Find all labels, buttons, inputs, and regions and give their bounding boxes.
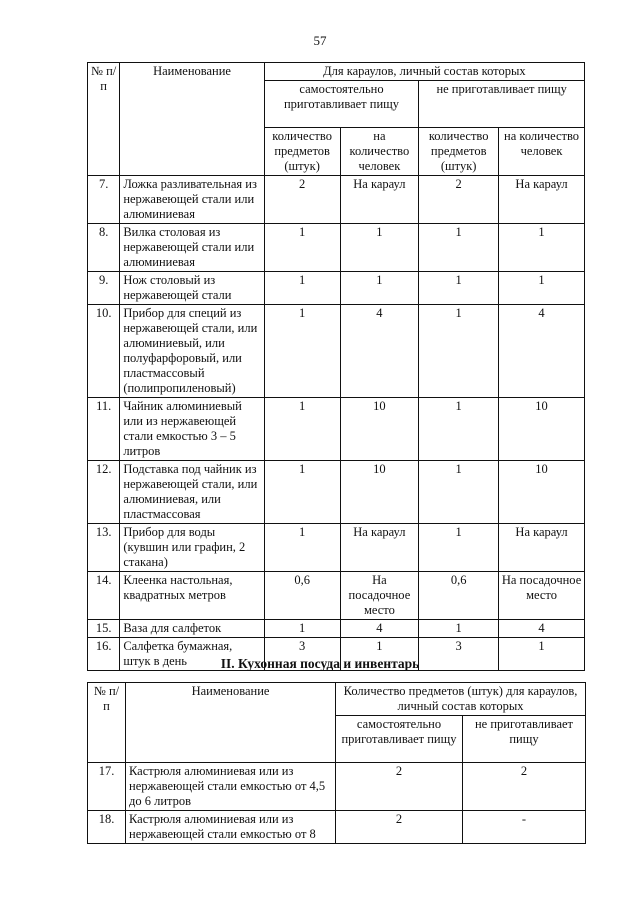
row-value: 2 bbox=[264, 176, 340, 224]
header-group: Для караулов, личный состав которых bbox=[264, 63, 584, 81]
header-group: Количество предметов (штук) для караулов, личный состав которых bbox=[336, 683, 586, 716]
table-row bbox=[88, 811, 586, 844]
table-row bbox=[88, 176, 585, 224]
row-value: 4 bbox=[340, 305, 419, 398]
row-name: Салфетка бумажная, штук в день bbox=[120, 638, 264, 671]
row-value: 1 bbox=[264, 224, 340, 272]
header-items-count: количество предметов (штук) bbox=[419, 128, 499, 176]
table-header-row bbox=[88, 63, 585, 81]
row-num: 8. bbox=[88, 224, 120, 272]
row-value: 2 bbox=[336, 811, 463, 844]
row-name: Прибор для специй из нержавеющей стали, или алюминиевый, или полуфарфоровый, или пластмассовый (полипропиленовый) bbox=[120, 305, 264, 398]
row-value: 1 bbox=[264, 620, 340, 638]
row-value: На посадочное место bbox=[340, 572, 419, 620]
row-value: 10 bbox=[340, 461, 419, 524]
row-name: Ложка разливательная из нержавеющей стали или алюминиевая bbox=[120, 176, 264, 224]
page-number: 57 bbox=[313, 33, 327, 48]
row-num: 10. bbox=[88, 305, 120, 398]
row-value: На караул bbox=[499, 524, 585, 572]
row-value: 4 bbox=[499, 620, 585, 638]
items-table bbox=[87, 62, 585, 671]
table-header-row bbox=[88, 683, 586, 716]
row-name: Ваза для салфеток bbox=[120, 620, 264, 638]
row-value: На караул bbox=[340, 524, 419, 572]
row-value: 1 bbox=[419, 398, 499, 461]
header-items-count: количество предметов (штук) bbox=[264, 128, 340, 176]
row-value: 1 bbox=[419, 524, 499, 572]
row-value: 1 bbox=[264, 305, 340, 398]
row-value: 1 bbox=[419, 305, 499, 398]
row-value: 1 bbox=[499, 224, 585, 272]
row-num: 16. bbox=[88, 638, 120, 671]
row-name: Нож столовый из нержавеющей стали bbox=[120, 272, 264, 305]
row-value: 4 bbox=[340, 620, 419, 638]
header-num: № п/п bbox=[88, 683, 126, 763]
row-num: 17. bbox=[88, 763, 126, 811]
row-name: Прибор для воды (кувшин или графин, 2 стакана) bbox=[120, 524, 264, 572]
header-people-count: на количество человек bbox=[340, 128, 419, 176]
row-value: 0,6 bbox=[419, 572, 499, 620]
row-value: 1 bbox=[340, 224, 419, 272]
row-num: 9. bbox=[88, 272, 120, 305]
table-row bbox=[88, 620, 585, 638]
row-value: 1 bbox=[419, 272, 499, 305]
row-value: 10 bbox=[499, 398, 585, 461]
row-value: 1 bbox=[499, 638, 585, 671]
header-people-count: на количество человек bbox=[499, 128, 585, 176]
row-num: 13. bbox=[88, 524, 120, 572]
row-value: 1 bbox=[419, 620, 499, 638]
row-value: 3 bbox=[264, 638, 340, 671]
row-value: 4 bbox=[499, 305, 585, 398]
row-num: 14. bbox=[88, 572, 120, 620]
header-name: Наименование bbox=[120, 63, 264, 176]
row-num: 11. bbox=[88, 398, 120, 461]
row-name: Клеенка настольная, квадратных метров bbox=[120, 572, 264, 620]
row-num: 12. bbox=[88, 461, 120, 524]
row-value: 1 bbox=[264, 461, 340, 524]
row-value: 1 bbox=[340, 638, 419, 671]
header-not-cooking: не приготавливает пищу bbox=[463, 716, 586, 763]
row-value: 2 bbox=[419, 176, 499, 224]
row-value: На караул bbox=[499, 176, 585, 224]
header-not-cooking: не приготавливает пищу bbox=[419, 81, 585, 128]
row-value: 1 bbox=[499, 272, 585, 305]
table-row bbox=[88, 398, 585, 461]
row-value: - bbox=[463, 811, 586, 844]
row-value: 1 bbox=[419, 224, 499, 272]
row-value: 1 bbox=[264, 398, 340, 461]
row-num: 18. bbox=[88, 811, 126, 844]
row-num: 15. bbox=[88, 620, 120, 638]
table-row bbox=[88, 305, 585, 398]
row-value: 1 bbox=[264, 272, 340, 305]
row-name: Кастрюля алюминиевая или из нержавеющей стали емкостью от 4,5 до 6 литров bbox=[126, 763, 336, 811]
row-value: На посадочное место bbox=[499, 572, 585, 620]
table-row bbox=[88, 763, 586, 811]
row-num: 7. bbox=[88, 176, 120, 224]
table-row bbox=[88, 461, 585, 524]
header-self-cooking: самостоятельно приготавливает пищу bbox=[336, 716, 463, 763]
row-value: 10 bbox=[499, 461, 585, 524]
section-title: II. Кухонная посуда и инвентарь bbox=[220, 656, 420, 671]
row-value: 2 bbox=[336, 763, 463, 811]
row-value: 1 bbox=[340, 272, 419, 305]
row-name: Чайник алюминиевый или из нержавеющей стали емкостью 3 – 5 литров bbox=[120, 398, 264, 461]
kitchen-items-table bbox=[87, 682, 586, 844]
row-value: 1 bbox=[264, 524, 340, 572]
row-value: На караул bbox=[340, 176, 419, 224]
header-name: Наименование bbox=[126, 683, 336, 763]
row-value: 1 bbox=[419, 461, 499, 524]
row-value: 10 bbox=[340, 398, 419, 461]
table-row bbox=[88, 272, 585, 305]
row-name: Кастрюля алюминиевая или из нержавеющей стали емкостью от 8 bbox=[126, 811, 336, 844]
header-self-cooking: самостоятельно приготавливает пищу bbox=[264, 81, 419, 128]
row-value: 3 bbox=[419, 638, 499, 671]
row-value: 2 bbox=[463, 763, 586, 811]
table-row bbox=[88, 224, 585, 272]
row-name: Подставка под чайник из нержавеющей стали, или алюминиевая, или пластмассовая bbox=[120, 461, 264, 524]
header-num: № п/п bbox=[88, 63, 120, 176]
row-name: Вилка столовая из нержавеющей стали или алюминиевая bbox=[120, 224, 264, 272]
row-value: 0,6 bbox=[264, 572, 340, 620]
table-row bbox=[88, 524, 585, 572]
table-row bbox=[88, 572, 585, 620]
